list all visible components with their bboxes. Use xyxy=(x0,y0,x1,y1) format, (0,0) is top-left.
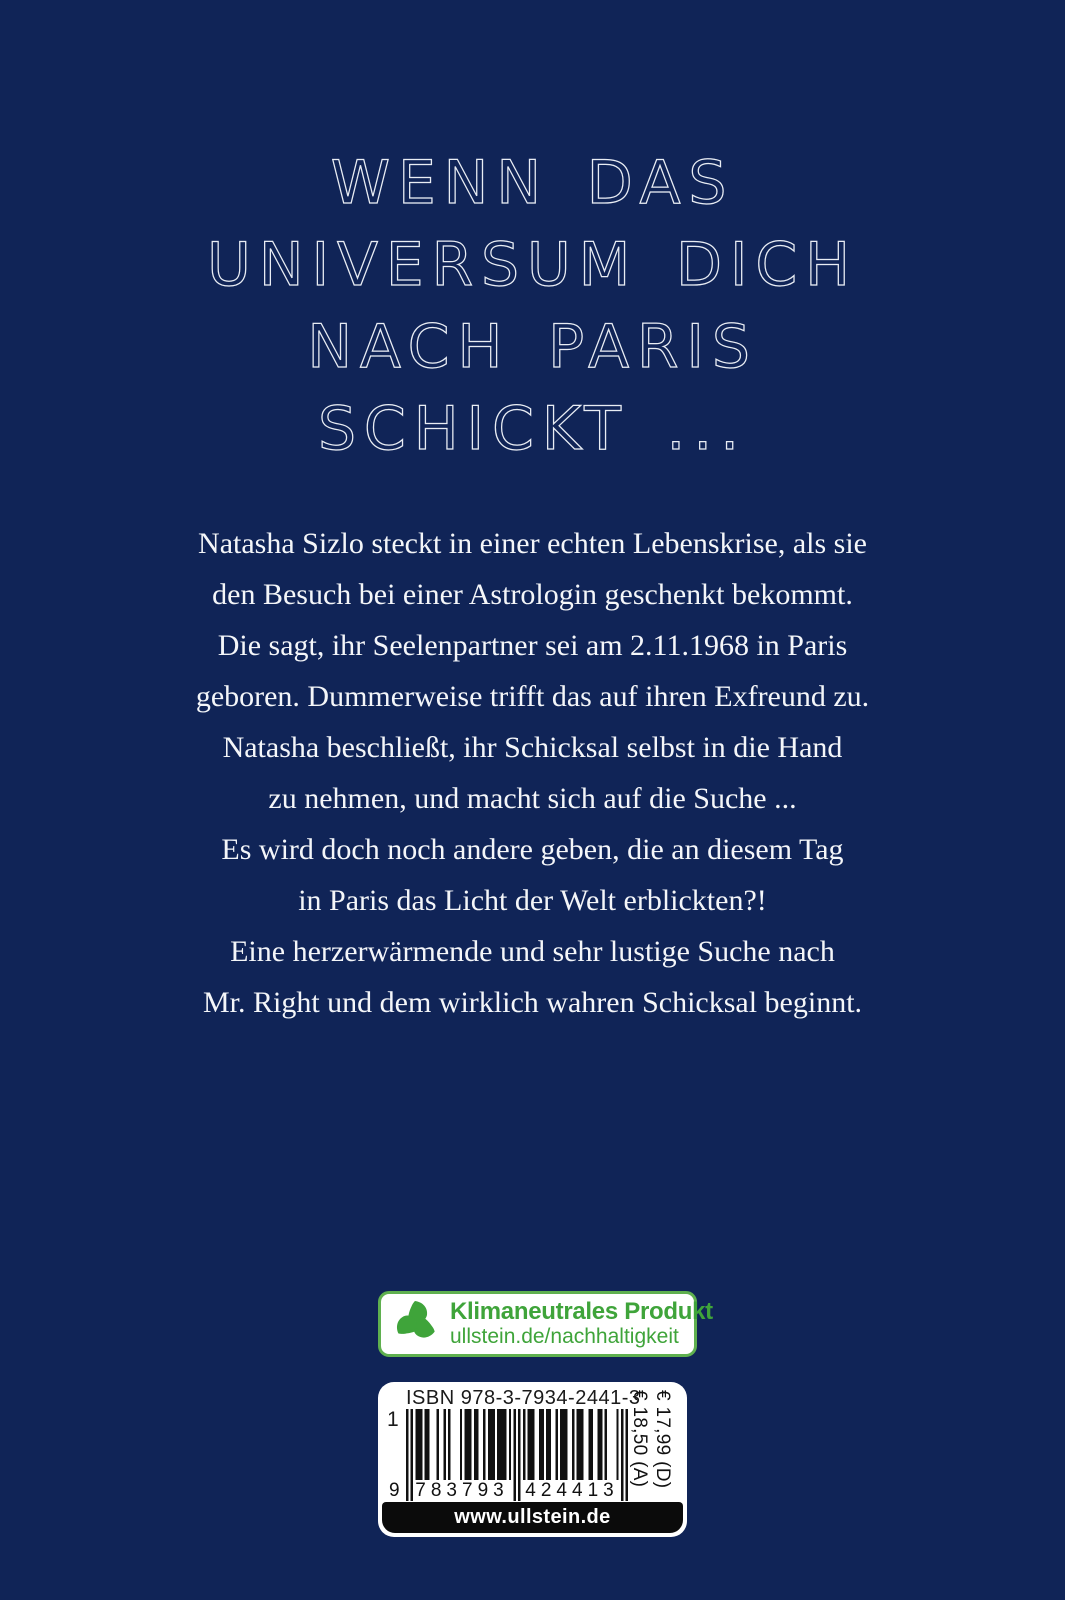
price-block xyxy=(628,1390,674,1494)
blurb-line: Natasha beschließt, ihr Schicksal selbst in die Hand xyxy=(222,731,843,764)
barcode-digit-group: 783793 xyxy=(415,1480,509,1501)
cover-title xyxy=(0,142,1065,470)
edition-marker: 1 xyxy=(387,1408,399,1431)
blurb-line: Es wird doch noch andere geben, die an diesem Tag xyxy=(221,833,844,866)
title-line: NACH PARIS xyxy=(307,312,758,382)
barcode-digit-group: 424413 xyxy=(525,1480,619,1501)
blurb-line: Die sagt, ihr Seelenpartner sei am 2.11.1968 in Paris xyxy=(217,629,848,662)
isbn-text: ISBN 978-3-7934-2441-3 xyxy=(406,1387,641,1409)
leaf-cycle-icon xyxy=(393,1299,439,1350)
price-austria: € 18,50 (A) xyxy=(629,1390,650,1488)
title-line: SCHICKT ... xyxy=(318,394,747,464)
blurb-line: geboren. Dummerweise trifft das auf ihren Exfreund zu. xyxy=(195,680,870,713)
blurb-line: in Paris das Licht der Welt erblickten?! xyxy=(298,884,767,917)
ean13-barcode xyxy=(389,1409,628,1501)
blurb-line: den Besuch bei einer Astrologin geschenkt bekommt. xyxy=(212,578,853,611)
barcode-digits xyxy=(389,1480,628,1501)
title-line: UNIVERSUM DICH xyxy=(207,230,858,300)
title-line: WENN DAS xyxy=(330,148,735,218)
climate-label-title: Klimaneutrales Produkt xyxy=(450,1298,713,1325)
barcode-label xyxy=(378,1382,687,1537)
publisher-website: www.ullstein.de xyxy=(382,1502,683,1533)
blurb-text xyxy=(0,518,1065,1028)
blurb-line: Eine herzerwärmende und sehr lustige Suche nach xyxy=(230,935,835,968)
climate-label-url: ullstein.de/nachhaltigkeit xyxy=(450,1325,679,1348)
blurb-line: Mr. Right und dem wirklich wahren Schicksal beginnt. xyxy=(202,986,863,1019)
barcode-digit-leading: 9 xyxy=(389,1480,400,1501)
blurb-line: Natasha Sizlo steckt in einer echten Lebenskrise, als sie xyxy=(198,527,867,560)
price-germany: € 17,99 (D) xyxy=(652,1390,673,1489)
climate-neutral-label xyxy=(378,1291,713,1357)
blurb-line: zu nehmen, und macht sich auf die Suche ... xyxy=(268,782,797,815)
